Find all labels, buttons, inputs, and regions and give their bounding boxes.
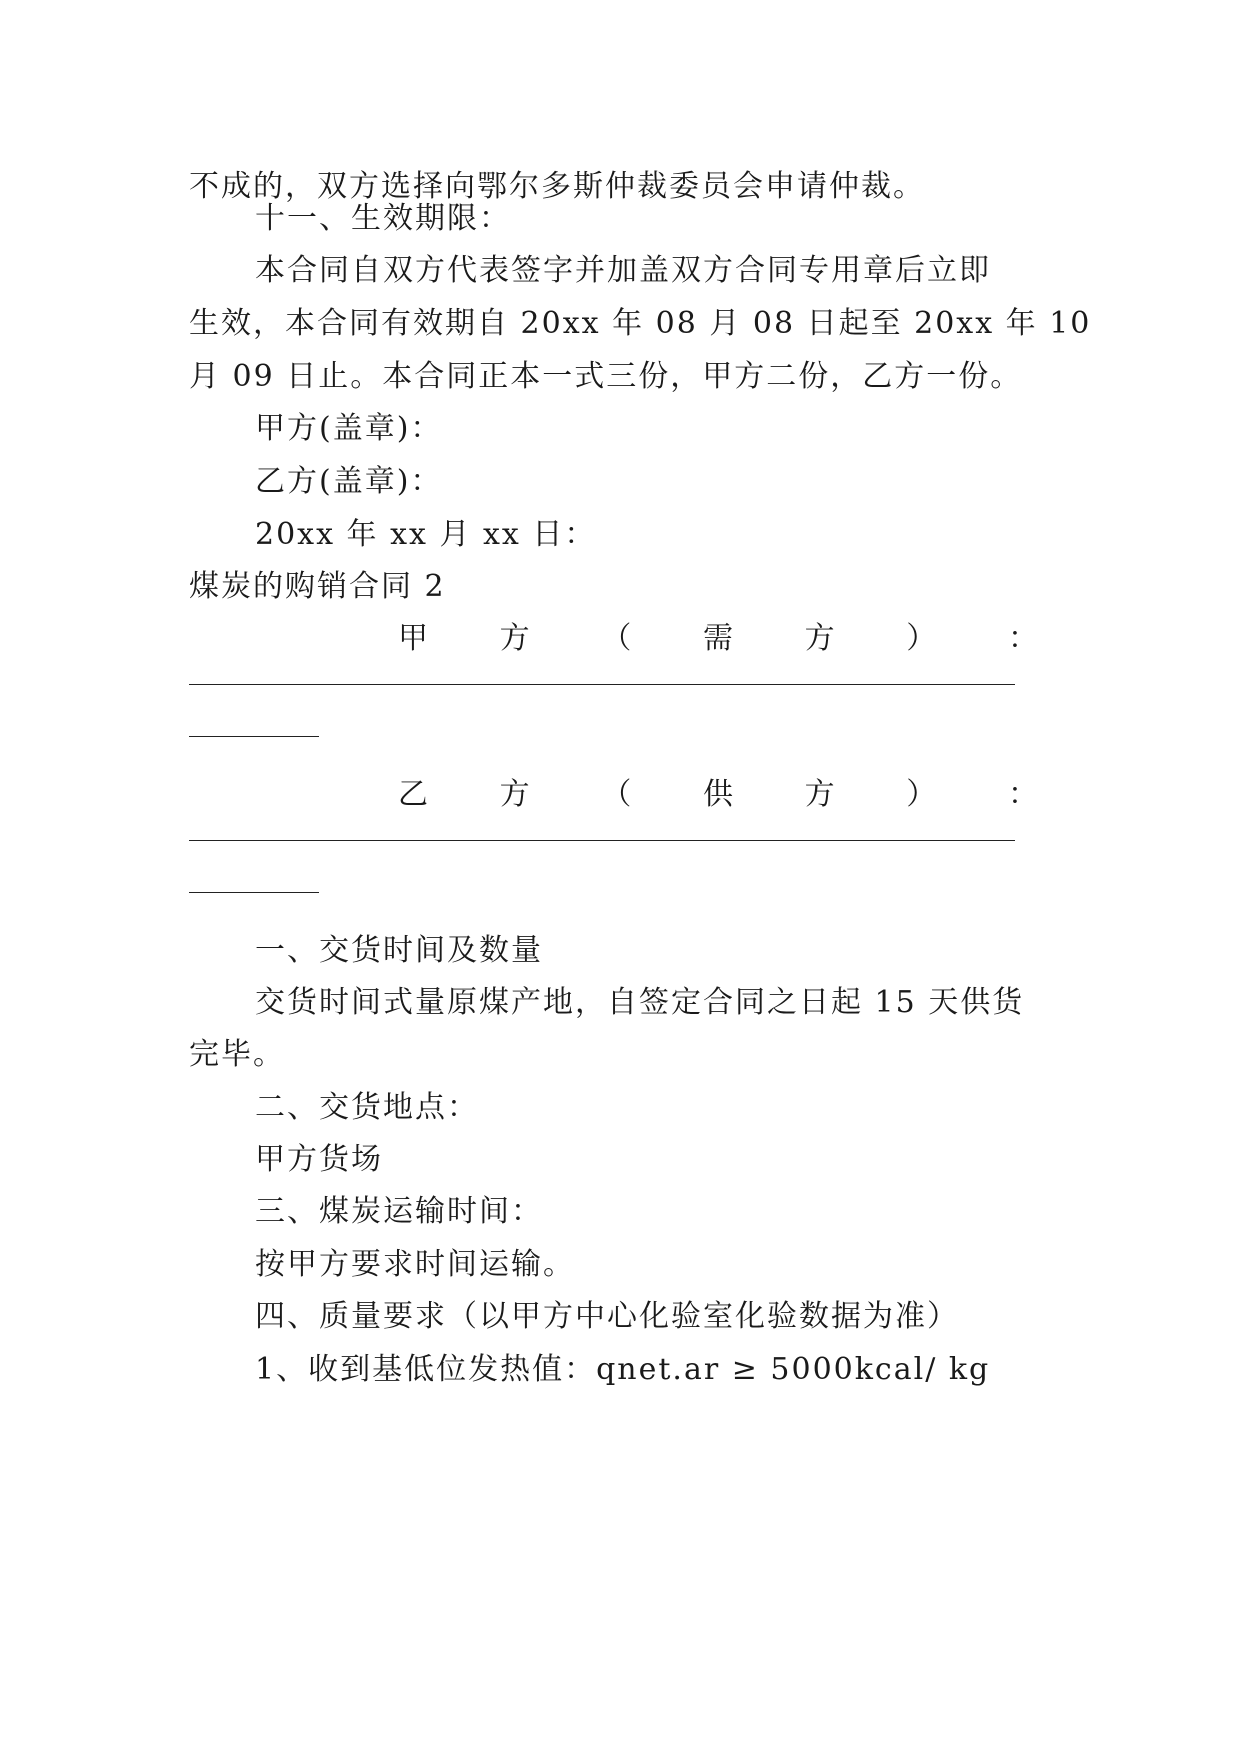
section-heading-quality: 四、质量要求（以甲方中心化验室化验数据为准） — [255, 1299, 959, 1334]
contract-title: 煤炭的购销合同 2 — [189, 569, 446, 604]
party-b-blank-line — [189, 840, 1015, 841]
party-a-char: ： — [1007, 621, 1038, 656]
party-b-char: ） — [906, 777, 937, 812]
party-a-char: 需 — [702, 621, 733, 656]
party-b-char: 方 — [804, 777, 835, 812]
party-b-blank-line-cont — [189, 892, 319, 893]
party-b-char: （ — [601, 777, 632, 812]
paragraph-effective-line3: 月 09 日止。本合同正本一式三份，甲方二份，乙方一份。 — [189, 359, 1023, 394]
party-b-char: 供 — [702, 777, 733, 812]
paragraph-effective-line1: 本合同自双方代表签字并加盖双方合同专用章后立即 — [255, 253, 991, 288]
party-a-char: （ — [601, 621, 632, 656]
party-b-seal-label: 乙方(盖章)： — [255, 464, 443, 499]
heading-effective-term: 十一、生效期限： — [255, 201, 511, 236]
party-a-blank-line-cont — [189, 736, 319, 737]
paragraph-transport-time: 按甲方要求时间运输。 — [255, 1247, 575, 1282]
party-a-char: 甲 — [398, 621, 428, 656]
section-heading-transport-time: 三、煤炭运输时间： — [255, 1194, 543, 1229]
party-b-line — [398, 775, 1038, 815]
section-heading-delivery-place: 二、交货地点： — [255, 1090, 479, 1125]
paragraph-delivery-time: 交货时间式量原煤产地，自签定合同之日起 15 天供货 — [255, 985, 1025, 1020]
paragraph-delivery-place: 甲方货场 — [255, 1142, 383, 1177]
party-a-char: 方 — [499, 621, 530, 656]
paragraph-delivery-time-cont: 完毕。 — [189, 1037, 285, 1072]
quality-item-1: 1、收到基低位发热值：qnet.ar ≥ 5000kcal/ kg — [255, 1352, 991, 1387]
party-b-char: ： — [1007, 777, 1038, 812]
party-a-char: 方 — [804, 621, 835, 656]
paragraph-effective-line2: 生效，本合同有效期自 20xx 年 08 月 08 日起至 20xx 年 10 — [189, 306, 1092, 341]
party-b-char: 方 — [499, 777, 530, 812]
party-a-char: ） — [906, 621, 937, 656]
party-a-blank-line — [189, 684, 1015, 685]
party-a-seal-label: 甲方(盖章)： — [255, 411, 443, 446]
party-a-line — [398, 619, 1038, 659]
paragraph-arbitration-tail: 不成的，双方选择向鄂尔多斯仲裁委员会申请仲裁。 — [189, 169, 925, 204]
date-line: 20xx 年 xx 月 xx 日： — [255, 517, 597, 552]
party-b-char: 乙 — [398, 777, 428, 812]
section-heading-delivery-time: 一、交货时间及数量 — [255, 933, 543, 968]
